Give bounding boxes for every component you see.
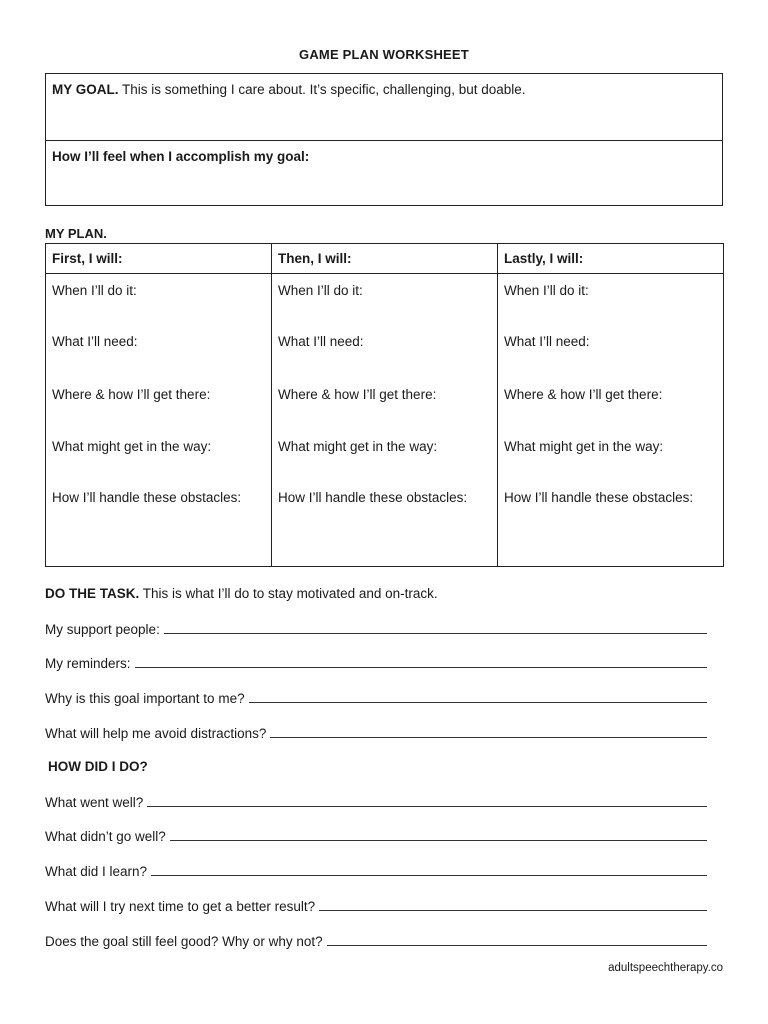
- line-label: My support people:: [45, 622, 160, 637]
- plan-column-first: [46, 244, 271, 566]
- blank-line[interactable]: [135, 655, 707, 668]
- plan-item-when: When I’ll do it:: [504, 283, 589, 298]
- plan-table: [45, 243, 724, 567]
- plan-item-need: What I’ll need:: [504, 334, 590, 349]
- plan-item-obstacles: What might get in the way:: [278, 439, 438, 454]
- feel-row[interactable]: [46, 140, 722, 205]
- plan-item-where: Where & how I’ll get there:: [278, 387, 437, 402]
- task-label: DO THE TASK.: [45, 586, 140, 601]
- plan-column-then: [271, 244, 497, 566]
- plan-column-header: Lastly, I will:: [498, 244, 723, 274]
- plan-item-where: Where & how I’ll get there:: [504, 387, 663, 402]
- blank-line[interactable]: [270, 725, 707, 738]
- plan-item-when: When I’ll do it:: [278, 283, 363, 298]
- learned-line[interactable]: [45, 863, 707, 879]
- blank-line[interactable]: [170, 828, 707, 841]
- line-label: What didn’t go well?: [45, 829, 166, 844]
- plan-column-body[interactable]: [272, 274, 497, 566]
- went-well-line[interactable]: [45, 794, 707, 810]
- blank-line[interactable]: [164, 621, 707, 634]
- blank-line[interactable]: [327, 933, 707, 946]
- plan-item-handle: How I’ll handle these obstacles:: [278, 490, 468, 505]
- plan-column-header: First, I will:: [46, 244, 271, 274]
- plan-column-body[interactable]: [46, 274, 271, 566]
- plan-label: MY PLAN.: [45, 226, 107, 241]
- line-label: What went well?: [45, 795, 144, 810]
- next-time-line[interactable]: [45, 898, 707, 914]
- review-heading: HOW DID I DO?: [48, 759, 148, 774]
- didnt-go-well-line[interactable]: [45, 828, 707, 844]
- goal-box: [45, 73, 723, 206]
- plan-column-lastly: [497, 244, 723, 566]
- plan-item-handle: How I’ll handle these obstacles:: [52, 490, 242, 505]
- goal-description: This is something I care about. It’s specific, challenging, but doable.: [118, 82, 526, 97]
- feel-label: How I’ll feel when I accomplish my goal:: [52, 149, 310, 164]
- plan-item-when: When I’ll do it:: [52, 283, 137, 298]
- page-title: GAME PLAN WORKSHEET: [299, 47, 469, 62]
- plan-item-need: What I’ll need:: [278, 334, 364, 349]
- task-heading: [45, 586, 438, 601]
- plan-item-obstacles: What might get in the way:: [52, 439, 212, 454]
- support-people-line[interactable]: [45, 621, 707, 637]
- task-description: This is what I’ll do to stay motivated and on-track.: [139, 586, 438, 601]
- goal-label: MY GOAL.: [52, 82, 119, 97]
- goal-row[interactable]: [46, 74, 722, 140]
- blank-line[interactable]: [319, 898, 707, 911]
- line-label: What will I try next time to get a better result?: [45, 899, 316, 914]
- plan-column-header: Then, I will:: [272, 244, 497, 274]
- line-label: Why is this goal important to me?: [45, 691, 245, 706]
- footer-website: adultspeechtherapy.co: [608, 962, 723, 974]
- blank-line[interactable]: [249, 690, 707, 703]
- goal-feel-line[interactable]: [45, 933, 707, 949]
- plan-item-handle: How I’ll handle these obstacles:: [504, 490, 694, 505]
- line-label: My reminders:: [45, 656, 131, 671]
- line-label: What did I learn?: [45, 864, 148, 879]
- line-label: What will help me avoid distractions?: [45, 726, 267, 741]
- plan-item-need: What I’ll need:: [52, 334, 138, 349]
- blank-line[interactable]: [151, 863, 707, 876]
- plan-item-where: Where & how I’ll get there:: [52, 387, 211, 402]
- plan-column-body[interactable]: [498, 274, 723, 566]
- reminders-line[interactable]: [45, 655, 707, 671]
- blank-line[interactable]: [147, 794, 707, 807]
- distractions-line[interactable]: [45, 725, 707, 741]
- line-label: Does the goal still feel good? Why or why not?: [45, 934, 323, 949]
- importance-line[interactable]: [45, 690, 707, 706]
- plan-item-obstacles: What might get in the way:: [504, 439, 664, 454]
